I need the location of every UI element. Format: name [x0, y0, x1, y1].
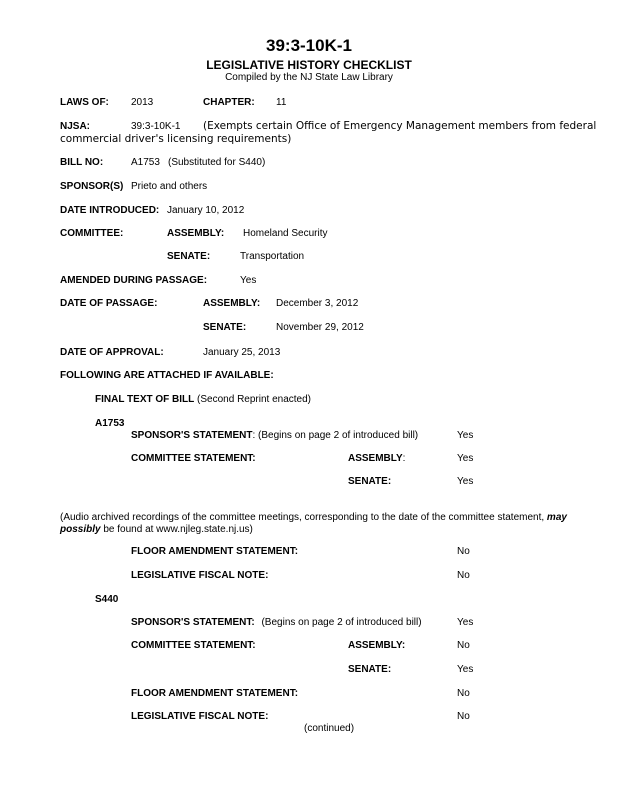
s440-sponsor-row	[131, 617, 422, 628]
bill-no-value: A1753	[131, 157, 160, 168]
s440-floor-label: FLOOR AMENDMENT STATEMENT:	[131, 688, 299, 699]
s440-assembly-value: No	[457, 640, 470, 651]
a1753-senate-value: Yes	[457, 476, 474, 487]
chapter-value: 11	[276, 97, 287, 108]
date-introduced-value: January 10, 2012	[167, 205, 245, 216]
continued-note: (continued)	[304, 723, 355, 734]
amended-label: AMENDED DURING PASSAGE:	[60, 275, 208, 286]
a1753-fiscal-value: No	[457, 570, 470, 581]
final-text-label: FINAL TEXT OF BILL	[95, 394, 195, 405]
s440-sponsor-label: SPONSOR'S STATEMENT:	[131, 617, 255, 628]
a1753-assembly-colon: :	[402, 453, 406, 464]
committee-senate-value: Transportation	[240, 251, 305, 262]
a1753-sponsor-note: : (Begins on page 2 of introduced bill)	[252, 430, 419, 441]
a1753-floor-label: FLOOR AMENDMENT STATEMENT:	[131, 546, 299, 557]
s440-fiscal-value: No	[457, 711, 470, 722]
a1753-sponsor-value: Yes	[457, 430, 474, 441]
statute-title: 39:3-10K-1	[266, 36, 352, 55]
passage-senate-value: November 29, 2012	[276, 322, 364, 333]
s440-committee-label: COMMITTEE STATEMENT:	[131, 640, 256, 651]
s440-fiscal-label: LEGISLATIVE FISCAL NOTE:	[131, 711, 269, 722]
a1753-senate-label: SENATE:	[348, 476, 392, 487]
s440-assembly-label: ASSEMBLY:	[348, 640, 406, 651]
sponsors-label: SPONSOR(S)	[60, 181, 124, 192]
a1753-assembly-label: ASSEMBLY	[348, 453, 403, 464]
laws-of-label: LAWS OF:	[60, 97, 109, 108]
a1753-committee-label: COMMITTEE STATEMENT:	[131, 453, 256, 464]
s440-senate-label: SENATE:	[348, 664, 392, 675]
a1753-fiscal-label: LEGISLATIVE FISCAL NOTE:	[131, 570, 269, 581]
chapter-label: CHAPTER:	[203, 97, 255, 108]
bill-no-note: (Substituted for S440)	[168, 157, 266, 168]
njsa-description-line2: commercial driver's licensing requirements)	[60, 133, 292, 145]
s440-heading: S440	[95, 594, 119, 605]
date-of-approval-value: January 25, 2013	[203, 347, 281, 358]
final-text-note: (Second Reprint enacted)	[197, 394, 312, 405]
checklist-title: LEGISLATIVE HISTORY CHECKLIST	[206, 58, 412, 72]
date-of-passage-label: DATE OF PASSAGE:	[60, 298, 158, 309]
a1753-sponsor-row	[131, 430, 418, 441]
audio-note-emphasis: may possibly	[60, 512, 567, 535]
njsa-value: 39:3-10K-1	[131, 121, 181, 132]
a1753-heading: A1753	[95, 418, 125, 429]
audio-note	[60, 512, 610, 536]
date-introduced-label: DATE INTRODUCED:	[60, 205, 160, 216]
s440-floor-value: No	[457, 688, 470, 699]
s440-sponsor-note: (Begins on page 2 of introduced bill)	[261, 617, 422, 628]
bill-no-label: BILL NO:	[60, 157, 104, 168]
audio-note-start: (Audio archived recordings of the committee meetings, corresponding to the date of the committee statement,	[60, 512, 545, 523]
final-text-row	[95, 394, 311, 405]
audio-note-end: be found at www.njleg.state.nj.us)	[103, 524, 253, 535]
compiled-by: Compiled by the NJ State Law Library	[225, 72, 393, 83]
a1753-assembly-row	[348, 453, 405, 464]
a1753-assembly-value: Yes	[457, 453, 474, 464]
passage-assembly-label: ASSEMBLY:	[203, 298, 261, 309]
sponsors-value: Prieto and others	[131, 181, 208, 192]
date-of-approval-label: DATE OF APPROVAL:	[60, 347, 164, 358]
a1753-floor-value: No	[457, 546, 470, 557]
committee-senate-label: SENATE:	[167, 251, 211, 262]
s440-sponsor-value: Yes	[457, 617, 474, 628]
a1753-sponsor-label: SPONSOR'S STATEMENT	[131, 430, 253, 441]
amended-value: Yes	[240, 275, 257, 286]
njsa-description-line1: (Exempts certain Office of Emergency Management members from federal	[203, 120, 597, 132]
attached-heading: FOLLOWING ARE ATTACHED IF AVAILABLE:	[60, 370, 274, 381]
committee-assembly-label: ASSEMBLY:	[167, 228, 225, 239]
passage-assembly-value: December 3, 2012	[276, 298, 359, 309]
laws-of-value: 2013	[131, 97, 154, 108]
s440-senate-value: Yes	[457, 664, 474, 675]
njsa-label: NJSA:	[60, 121, 91, 132]
committee-assembly-value: Homeland Security	[243, 228, 328, 239]
passage-senate-label: SENATE:	[203, 322, 247, 333]
committee-label: COMMITTEE:	[60, 228, 124, 239]
